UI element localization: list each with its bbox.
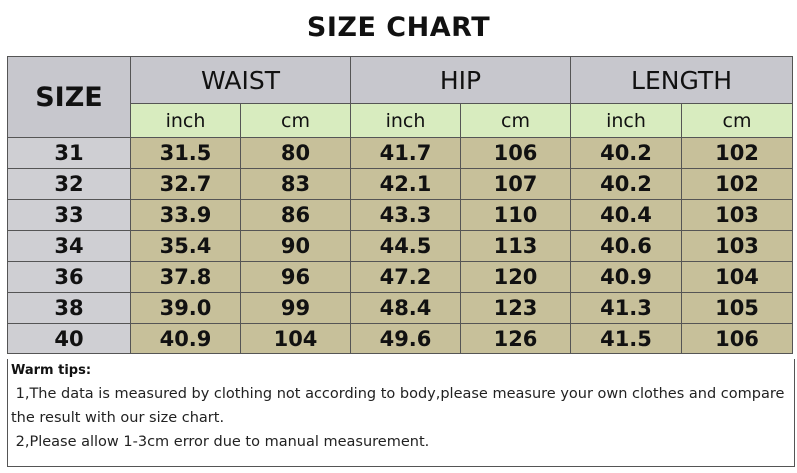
- value-cell: 99: [241, 293, 351, 324]
- value-cell: 39.0: [131, 293, 241, 324]
- value-cell: 33.9: [131, 200, 241, 231]
- value-cell: 120: [461, 262, 571, 293]
- value-cell: 103: [682, 200, 793, 231]
- value-cell: 40.6: [571, 231, 682, 262]
- value-cell: 41.7: [351, 138, 461, 169]
- unit-header: inch: [131, 104, 241, 138]
- value-cell: 80: [241, 138, 351, 169]
- value-cell: 43.3: [351, 200, 461, 231]
- value-cell: 126: [461, 324, 571, 354]
- value-cell: 83: [241, 169, 351, 200]
- size-cell: 33: [8, 200, 131, 231]
- value-cell: 40.2: [571, 138, 682, 169]
- value-cell: 35.4: [131, 231, 241, 262]
- value-cell: 40.9: [571, 262, 682, 293]
- value-cell: 104: [241, 324, 351, 354]
- value-cell: 90: [241, 231, 351, 262]
- value-cell: 103: [682, 231, 793, 262]
- value-cell: 44.5: [351, 231, 461, 262]
- table-row: [8, 200, 793, 231]
- table-row: [8, 293, 793, 324]
- unit-header: cm: [682, 104, 793, 138]
- value-cell: 102: [682, 138, 793, 169]
- value-cell: 49.6: [351, 324, 461, 354]
- table-row: [8, 231, 793, 262]
- value-cell: 48.4: [351, 293, 461, 324]
- table-row: [8, 262, 793, 293]
- value-cell: 40.2: [571, 169, 682, 200]
- value-cell: 106: [461, 138, 571, 169]
- size-cell: 36: [8, 262, 131, 293]
- value-cell: 123: [461, 293, 571, 324]
- tip-line: 1,The data is measured by clothing not according to body,please measure your own clothes and compare: [11, 386, 785, 402]
- value-cell: 40.4: [571, 200, 682, 231]
- value-cell: 106: [682, 324, 793, 354]
- value-cell: 105: [682, 293, 793, 324]
- value-cell: 32.7: [131, 169, 241, 200]
- warm-tips-title: Warm tips:: [11, 363, 92, 378]
- unit-header: inch: [351, 104, 461, 138]
- chart-title: SIZE CHART: [306, 12, 491, 43]
- unit-header: cm: [241, 104, 351, 138]
- size-cell: 31: [8, 138, 131, 169]
- tip-line: 2,Please allow 1-3cm error due to manual measurement.: [11, 434, 430, 450]
- table-row: [8, 169, 793, 200]
- value-cell: 113: [461, 231, 571, 262]
- value-cell: 110: [461, 200, 571, 231]
- warm-tips-box: [7, 359, 795, 467]
- value-cell: 107: [461, 169, 571, 200]
- value-cell: 86: [241, 200, 351, 231]
- length-header: LENGTH: [571, 57, 793, 104]
- table-row: [8, 324, 793, 354]
- unit-header: cm: [461, 104, 571, 138]
- unit-header: inch: [571, 104, 682, 138]
- size-header: SIZE: [8, 57, 131, 138]
- value-cell: 102: [682, 169, 793, 200]
- value-cell: 40.9: [131, 324, 241, 354]
- tip-line-continued: the result with our size chart.: [11, 410, 225, 426]
- value-cell: 41.5: [571, 324, 682, 354]
- value-cell: 37.8: [131, 262, 241, 293]
- value-cell: 31.5: [131, 138, 241, 169]
- size-chart-table: [7, 56, 793, 354]
- size-cell: 38: [8, 293, 131, 324]
- size-cell: 40: [8, 324, 131, 354]
- value-cell: 96: [241, 262, 351, 293]
- table-row: [8, 138, 793, 169]
- waist-header: WAIST: [131, 57, 351, 104]
- value-cell: 41.3: [571, 293, 682, 324]
- size-cell: 34: [8, 231, 131, 262]
- value-cell: 47.2: [351, 262, 461, 293]
- size-cell: 32: [8, 169, 131, 200]
- hip-header: HIP: [351, 57, 571, 104]
- value-cell: 104: [682, 262, 793, 293]
- value-cell: 42.1: [351, 169, 461, 200]
